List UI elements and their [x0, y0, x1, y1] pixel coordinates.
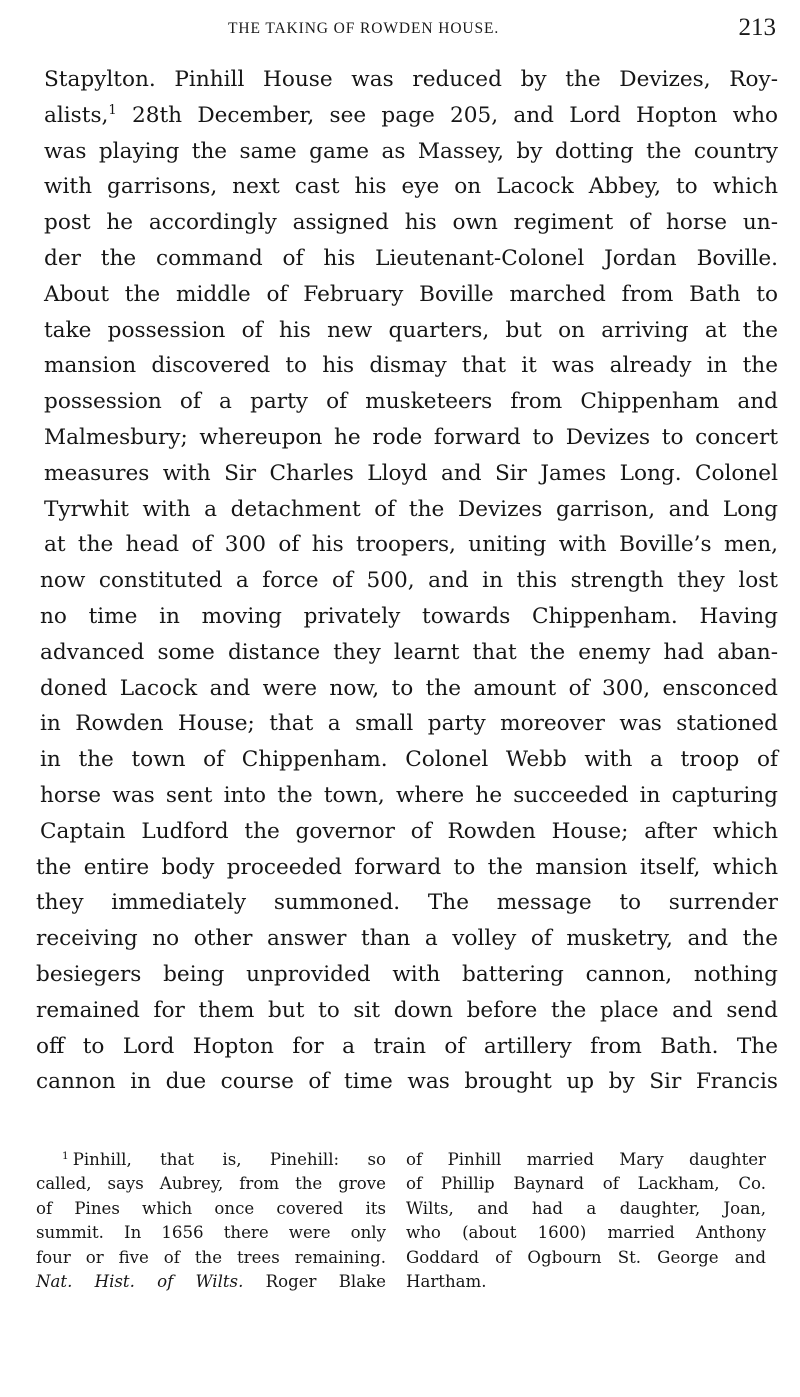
text-line: in Rowden House; that a small party moreover was stationed: [40, 711, 778, 737]
footnote-line: of Pinhill married Mary daughter: [406, 1150, 766, 1169]
text-line: der the command of his Lieutenant-Colonel Jordan Boville.: [44, 245, 778, 271]
text-line: in the town of Chippenham. Colonel Webb with a troop of: [40, 747, 778, 773]
text-line: no time in moving privately towards Chippenham. Having: [40, 603, 778, 629]
footnote-right-column: [406, 1148, 766, 1294]
text-line: now constituted a force of 500, and in this strength they lost: [40, 568, 778, 594]
text-line: measures with Sir Charles Lloyd and Sir James Long. Colonel: [44, 460, 778, 486]
text-line: cannon in due course of time was brought up by Sir Francis: [36, 1069, 778, 1095]
text-line: Captain Ludford the governor of Rowden House; after which: [40, 818, 778, 844]
text-line: remained for them but to sit down before the place and send: [36, 997, 778, 1023]
page-number: 213: [738, 14, 776, 41]
footnote-citation: Nat. Hist. of Wilts.: [36, 1271, 244, 1291]
footnote-line: [36, 1148, 386, 1172]
text-line: About the middle of February Boville marched from Bath to: [44, 281, 778, 307]
footnote-line: Goddard of Ogbourn St. George and: [406, 1247, 766, 1267]
text-line: advanced some distance they learnt that the enemy had aban-: [40, 639, 778, 665]
footnote-line: called, says Aubrey, from the grove: [36, 1174, 386, 1194]
text-line: Tyrwhit with a detachment of the Devizes garrison, and Long: [44, 496, 778, 522]
text-line: take possession of his new quarters, but on arriving at the: [44, 317, 778, 343]
text-line: Stapylton. Pinhill House was reduced by the Devizes, Roy-: [44, 67, 778, 92]
text-line: at the head of 300 of his troopers, uniting with Boville’s men,: [44, 532, 778, 558]
text-line: Malmesbury; whereupon he rode forward to Devizes to concert: [44, 424, 778, 450]
text-line: [36, 98, 778, 134]
text-line: off to Lord Hopton for a train of artillery from Bath. The: [36, 1033, 778, 1059]
footnote-line: four or five of the trees remaining.: [36, 1247, 386, 1267]
footnote-left-column: [36, 1148, 386, 1294]
footnote-line: Wilts, and had a daughter, Joan,: [406, 1198, 766, 1218]
text-line: post he accordingly assigned his own regiment of horse un-: [44, 210, 778, 236]
text-line: they immediately summoned. The message to surrender: [36, 890, 778, 916]
footnote-line: [36, 1270, 386, 1294]
text-line: receiving no other answer than a volley of musketry, and the: [36, 926, 778, 952]
running-title: THE TAKING OF ROWDEN HOUSE.: [228, 20, 500, 37]
text-line: possession of a party of musketeers from Chippenham and: [44, 389, 778, 415]
text-line-part: 28th December, see page 205, and Lord Hopton who: [131, 102, 778, 128]
text-line: mansion discovered to his dismay that it was already in the: [44, 353, 778, 379]
body-text: [36, 62, 778, 1136]
footnotes: [36, 1148, 764, 1308]
footnote-line: of Pines which once covered its: [36, 1198, 386, 1218]
text-line: was playing the same game as Massey, by dotting the country: [44, 138, 778, 164]
footnote-line: of Phillip Baynard of Lackham, Co.: [406, 1174, 766, 1194]
text-line: with garrisons, next cast his eye on Lacock Abbey, to which: [44, 174, 778, 200]
footnote-line-text: Roger Blake: [265, 1271, 386, 1291]
running-header: [0, 14, 800, 44]
text-line: the entire body proceeded forward to the mansion itself, which: [36, 854, 778, 880]
footnote-line-text: Pinhill, that is, Pinehill: so: [72, 1150, 386, 1169]
footnote-number: 1: [62, 1150, 69, 1162]
text-line: doned Lacock and were now, to the amount of 300, ensconced: [40, 675, 778, 701]
footnote-reference: 1: [108, 102, 117, 118]
footnote-line: Hartham.: [406, 1271, 487, 1291]
text-line: besiegers being unprovided with battering cannon, nothing: [36, 961, 778, 987]
text-line: [36, 1100, 778, 1136]
text-line-part: alists,: [44, 102, 109, 128]
footnote-line: summit. In 1656 there were only: [36, 1223, 386, 1243]
text-line: horse was sent into the town, where he succeeded in capturing: [40, 782, 778, 808]
footnote-line: who (about 1600) married Anthony: [406, 1223, 766, 1243]
